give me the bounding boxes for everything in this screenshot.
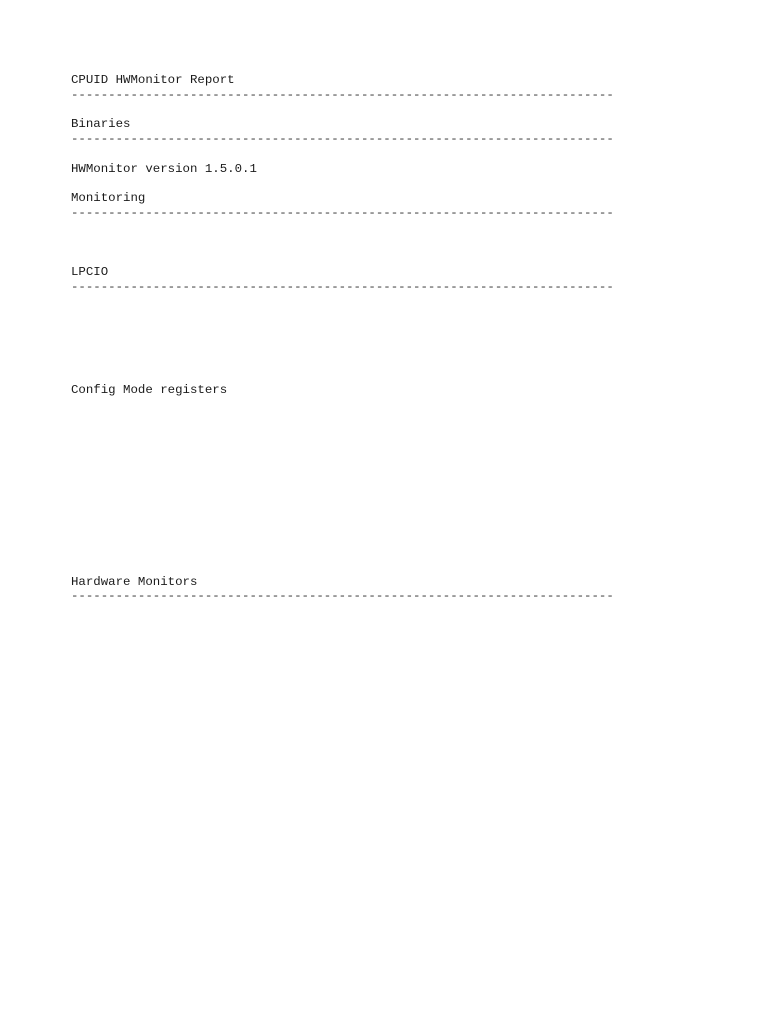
separator: ------------------------------------------------------------------------- (71, 205, 614, 220)
register-row (71, 427, 631, 442)
monitor-row (71, 840, 631, 855)
lpcio-heading: LPCIO (71, 264, 109, 279)
separator: ------------------------------------------------------------------------- (71, 87, 614, 102)
monitor-row (71, 781, 631, 796)
blank-line (71, 560, 631, 575)
sensor-row (71, 678, 631, 693)
sensor-row (71, 884, 631, 899)
sensor-row (71, 855, 631, 870)
sensor-row (71, 707, 631, 722)
register-space-row (71, 530, 631, 545)
sensor-row (71, 634, 631, 649)
sensor-row (71, 870, 631, 885)
separator: ------------------------------------------------------------------------- (71, 132, 614, 146)
blank-line (71, 147, 631, 162)
sensor-row (71, 737, 631, 752)
blank-line (71, 825, 631, 840)
blank-line (71, 766, 631, 781)
blank-line (71, 545, 631, 560)
monitor-row (71, 663, 631, 678)
monitoring-heading: Monitoring (71, 191, 146, 205)
lpcio-field-row (71, 353, 631, 368)
lpcio-field-row (71, 368, 631, 383)
register-row (71, 442, 631, 457)
register-row (71, 412, 631, 427)
separator: ------------------------------------------------------------------------- (71, 589, 614, 604)
blank-line (71, 176, 631, 191)
register-header-row (71, 398, 631, 413)
sensor-row (71, 929, 631, 944)
blank-line (71, 294, 631, 309)
lpcio-field-row (71, 324, 631, 339)
lpcio-field-row (71, 339, 631, 354)
binaries-heading: Binaries (71, 117, 131, 132)
sensor-row (71, 722, 631, 737)
sensor-row (71, 914, 631, 929)
blank-line (71, 221, 631, 236)
hardware-monitors-heading: Hardware Monitors (71, 574, 198, 589)
monitor-row (71, 619, 631, 634)
register-row (71, 486, 631, 501)
blank-line (71, 103, 631, 118)
sensor-row (71, 752, 631, 767)
registers-label: Config Mode registers (71, 382, 228, 397)
sensor-row (71, 899, 631, 914)
sensor-row (71, 693, 631, 708)
register-row (71, 457, 631, 472)
register-row (71, 516, 631, 531)
sensor-row (71, 811, 631, 826)
lpcio-field-row (71, 309, 631, 324)
sensor-row (71, 796, 631, 811)
blank-line (71, 250, 631, 265)
blank-line (71, 648, 631, 663)
separator: ------------------------------------------------------------------------- (71, 279, 614, 294)
register-row (71, 501, 631, 516)
mainboard-row (71, 235, 631, 250)
report-title: CPUID HWMonitor Report (71, 73, 235, 87)
report-document (71, 73, 631, 943)
blank-line (71, 604, 631, 619)
register-row (71, 471, 631, 486)
version-line: HWMonitor version 1.5.0.1 (71, 161, 257, 176)
